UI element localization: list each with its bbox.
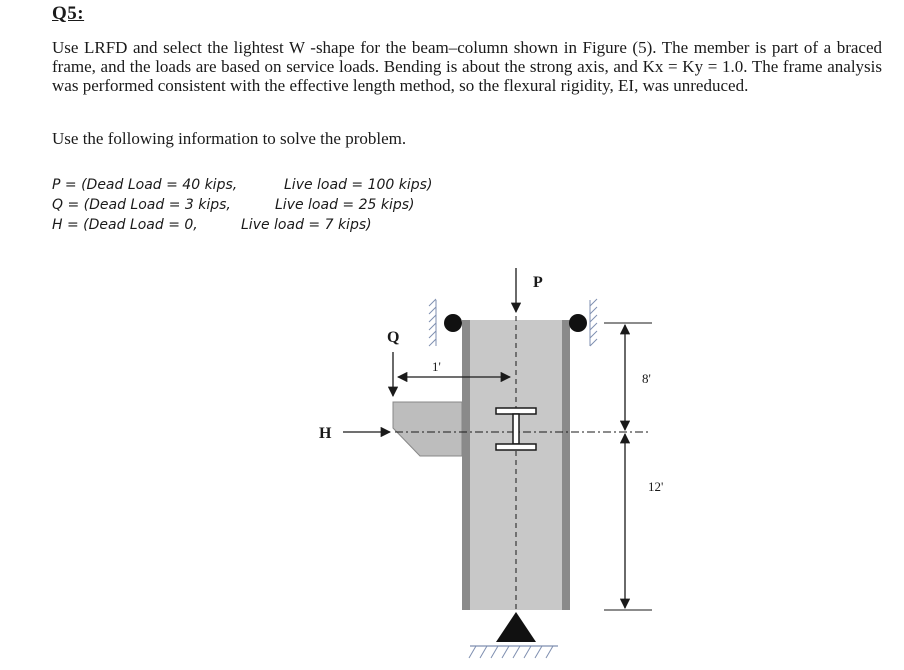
load-h-label: H [319, 425, 332, 442]
question-number: Q5: [52, 3, 85, 24]
bracket [393, 402, 462, 456]
right-lateral-support-icon [590, 299, 597, 346]
lower-height-label: 12' [648, 479, 664, 494]
upper-height-label: 8' [642, 371, 651, 386]
load-q-dead: Q = (Dead Load = 3 kips, [52, 197, 231, 213]
top-right-brace-pin-icon [569, 314, 587, 332]
problem-text: Use LRFD and select the lightest W -shape for the beam–column shown in Figure (5). The member is part of a braced frame, and the loads are based on service loads. Bending is about the strong axis, and Kx = Ky = 1.0. The frame analysis was performed consistent with the effective length method, so the flexural rigidity, EI, was unreduced. [52, 38, 882, 95]
load-p-label: P [533, 274, 543, 291]
load-q-label: Q [387, 329, 400, 346]
eccentricity-label: 1' [432, 359, 441, 374]
load-p-live: Live load = 100 kips) [284, 177, 433, 193]
load-h-dead: H = (Dead Load = 0, [52, 217, 198, 233]
load-h-live: Live load = 7 kips) [241, 217, 372, 233]
top-left-brace-pin-icon [444, 314, 462, 332]
column-right-flange [562, 320, 570, 610]
instruction-text: Use the following information to solve the problem. [52, 129, 407, 148]
pin-support-icon [469, 612, 558, 658]
load-p-dead: P = (Dead Load = 40 kips, [52, 177, 238, 193]
left-lateral-support-icon [429, 299, 436, 346]
column-left-flange [462, 320, 470, 610]
load-q-live: Live load = 25 kips) [275, 197, 415, 213]
